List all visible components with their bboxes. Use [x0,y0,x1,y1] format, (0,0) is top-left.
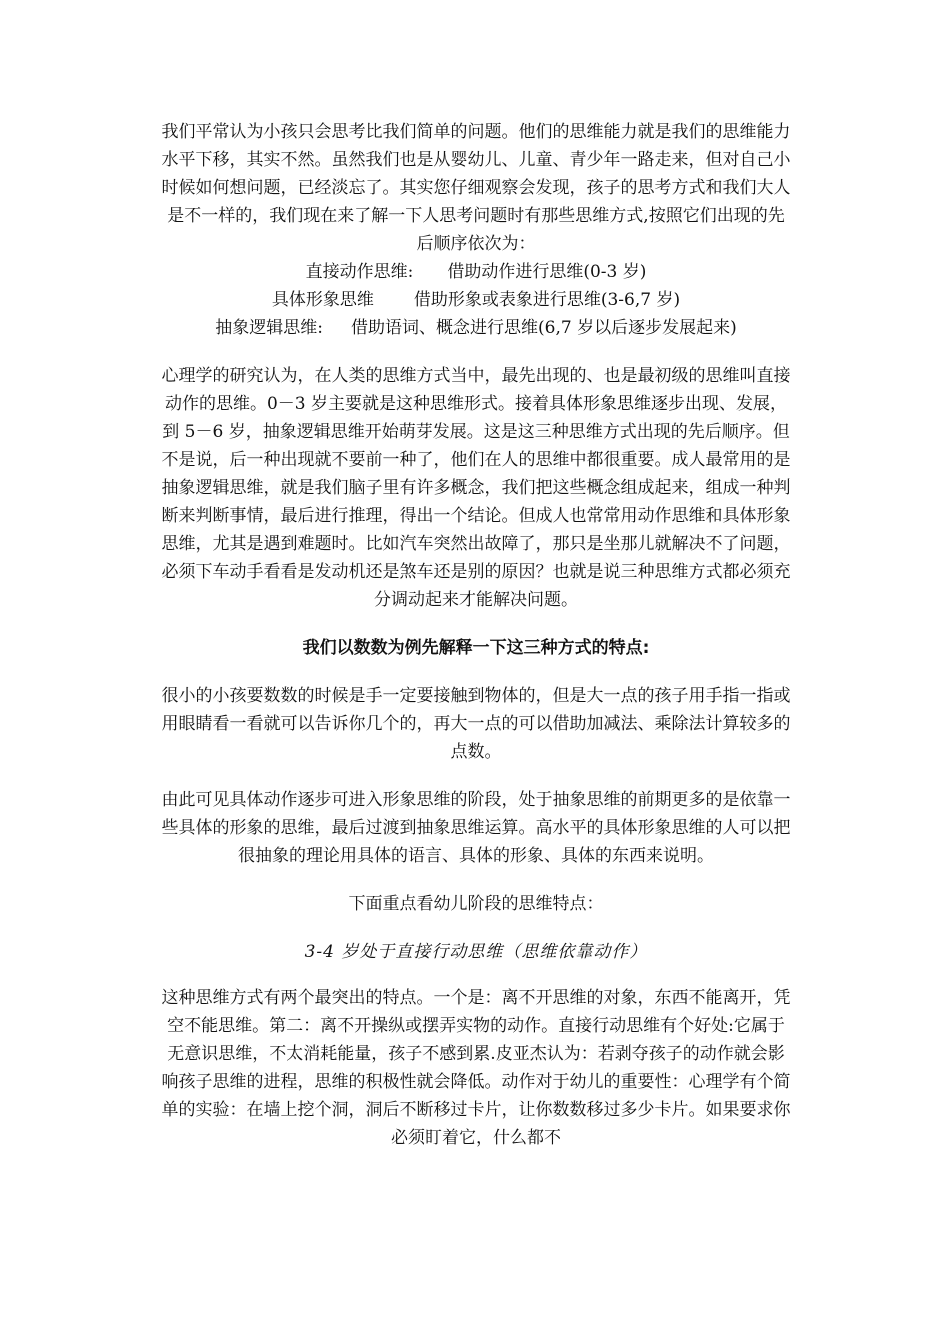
focus-line: 下面重点看幼儿阶段的思维特点： [348,894,604,914]
counting-paragraph: 很小的小孩要数数的时候是手一定要接触到物体的，但是大一点的孩子用手指一指或用眼睛看一看就可以告诉你几个的，再大一点的可以借助加减法、乘除法计算较多的点数。 [161,686,791,762]
thinking-type-name: 直接动作思维: [305,262,414,282]
stage-heading: 3-4 岁处于直接行动思维（思维依靠动作） [304,942,648,962]
thinking-type-desc: 借助形象或表象进行思维(3-6,7 岁) [413,290,681,310]
psychology-paragraph: 心理学的研究认为，在人类的思维方式当中，最先出现的、也是最初级的思维叫直接动作的思维。0－3 岁主要就是这种思维形式。接着具体形象思维逐步出现、发展，到 5－6 岁，抽象逻辑思维开始萌芽发展。这是这三种思维方式出现的先后顺序。但不是说，后一种出现就不要前一种了，他们在人的思维中都很重要。成人最常用的是抽象逻辑思维，就是我们脑子里有许多概念，我们把这些概念组成起来，组成一种判断来判断事情，最后进行推理，得出一个结论。但成人也常常用动作思维和具体形象思维，尤其是遇到难题时。比如汽车突然出故障了，那只是坐那儿就解决不了问题，必须下车动手看看是发动机还是煞车还是别的原因？也就是说三种思维方式都必须充分调动起来才能解决问题。 [161,366,791,610]
thinking-type-desc: 借助语词、概念进行思维(6,7 岁以后逐步发展起来) [351,318,737,338]
thinking-type-abstract [160,314,792,342]
intro-paragraph: 我们平常认为小孩只会思考比我们简单的问题。他们的思维能力就是我们的思维能力水平下移，其实不然。虽然我们也是从婴幼儿、儿童、青少年一路走来，但对自己小时候如何想问题，已经淡忘了。其实您仔细观察会发现，孩子的思考方式和我们大人是不一样的，我们现在来了解一下人思考问题时有那些思维方式,按照它们出现的先后顺序依次为： [161,122,791,254]
transition-paragraph: 由此可见具体动作逐步可进入形象思维的阶段，处于抽象思维的前期更多的是依靠一些具体的形象的思维，最后过渡到抽象思维运算。高水平的具体形象思维的人可以把很抽象的理论用具体的语言、具体的形象、具体的东西来说明。 [161,790,791,866]
thinking-type-name: 具体形象思维 [271,290,374,310]
thinking-type-action [160,258,792,286]
document-page [160,118,792,1152]
thinking-type-desc: 借助动作进行思维(0-3 岁) [447,262,647,282]
thinking-type-image [160,286,792,314]
thinking-type-name: 抽象逻辑思维: [215,318,323,338]
example-heading: 我们以数数为例先解释一下这三种方式的特点: [302,638,650,658]
stage-paragraph: 这种思维方式有两个最突出的特点。一个是：离不开思维的对象，东西不能离开，凭空不能思维。第二：离不开操纵或摆弄实物的动作。直接行动思维有个好处:它属于无意识思维，不太消耗能量，孩子不感到累.皮亚杰认为：若剥夺孩子的动作就会影响孩子思维的进程，思维的积极性就会降低。动作对于幼儿的重要性：心理学有个简单的实验：在墙上挖个洞，洞后不断移过卡片，让你数数移过多少卡片。如果要求你必须盯着它，什么都不 [161,988,791,1148]
